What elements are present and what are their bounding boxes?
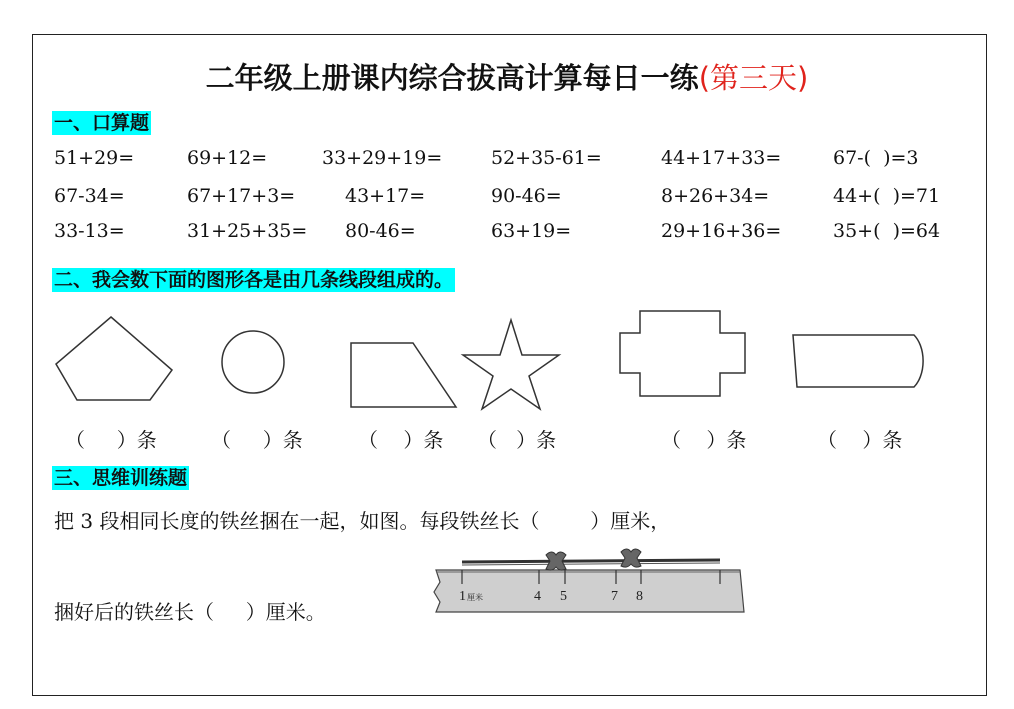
problem-cell: 51+29=	[54, 147, 135, 169]
question-wire-length: 把 3 段相同长度的铁丝捆在一起，如图。每段铁丝长（ ）厘米，	[54, 509, 671, 533]
ruler-label: 4	[534, 589, 541, 604]
problem-cell: 90-46=	[491, 185, 562, 207]
problem-cell: 33+29+19=	[322, 147, 443, 169]
problem-cell: 43+17=	[345, 185, 426, 207]
problem-cell: 67+17+3=	[187, 185, 296, 207]
problem-cell: 35+( )=64	[833, 220, 941, 242]
problem-cell: 67-( )=3	[833, 147, 919, 169]
section-heading-count-segments: 二、我会数下面的图形各是由几条线段组成的。	[54, 269, 454, 291]
pentagon-shape	[56, 317, 172, 400]
answer-blank: （ ）条	[65, 428, 157, 452]
trapezoid-shape	[351, 343, 456, 407]
rounded-shape	[793, 335, 923, 387]
page-title	[0, 56, 1014, 97]
shapes-figure	[0, 310, 1014, 430]
ruler-label: 5	[560, 589, 567, 604]
problem-cell: 31+25+35=	[187, 220, 308, 242]
problem-cell: 63+19=	[491, 220, 572, 242]
problem-cell: 69+12=	[187, 147, 268, 169]
problem-cell: 44+( )=71	[833, 185, 941, 207]
ruler-label: 8	[636, 589, 643, 604]
problem-cell: 67-34=	[54, 185, 125, 207]
answer-blank: （ ）条	[817, 428, 903, 452]
star-shape	[463, 320, 559, 409]
problem-cell: 29+16+36=	[661, 220, 782, 242]
ruler-unit: 厘米	[467, 593, 483, 602]
answer-blank: （ ）条	[477, 428, 557, 452]
answer-blank: （ ）条	[211, 428, 303, 452]
wire	[462, 560, 720, 562]
section-heading-mental-math: 一、口算题	[54, 112, 150, 134]
question-bundled-length: 捆好后的铁丝长（ ）厘米。	[54, 600, 326, 624]
problem-cell: 52+35-61=	[491, 147, 602, 169]
ruler-label: 1	[459, 589, 466, 604]
answer-blank: （ ）条	[358, 428, 444, 452]
problem-cell: 33-13=	[54, 220, 125, 242]
ruler-body	[434, 570, 744, 612]
title-main: 二年级上册课内综合拔高计算每日一练	[205, 61, 699, 95]
section-heading-thinking: 三、思维训练题	[54, 467, 188, 489]
answer-blank: （ ）条	[661, 428, 747, 452]
knot-icon	[621, 549, 641, 567]
problem-cell: 8+26+34=	[661, 185, 770, 207]
circle-shape	[222, 331, 284, 393]
problem-cell: 44+17+33=	[661, 147, 782, 169]
ruler-label: 7	[611, 589, 618, 604]
cross-shape	[620, 311, 745, 396]
problem-cell: 80-46=	[345, 220, 416, 242]
ruler-figure	[428, 548, 758, 618]
title-day: (第三天)	[698, 61, 809, 95]
